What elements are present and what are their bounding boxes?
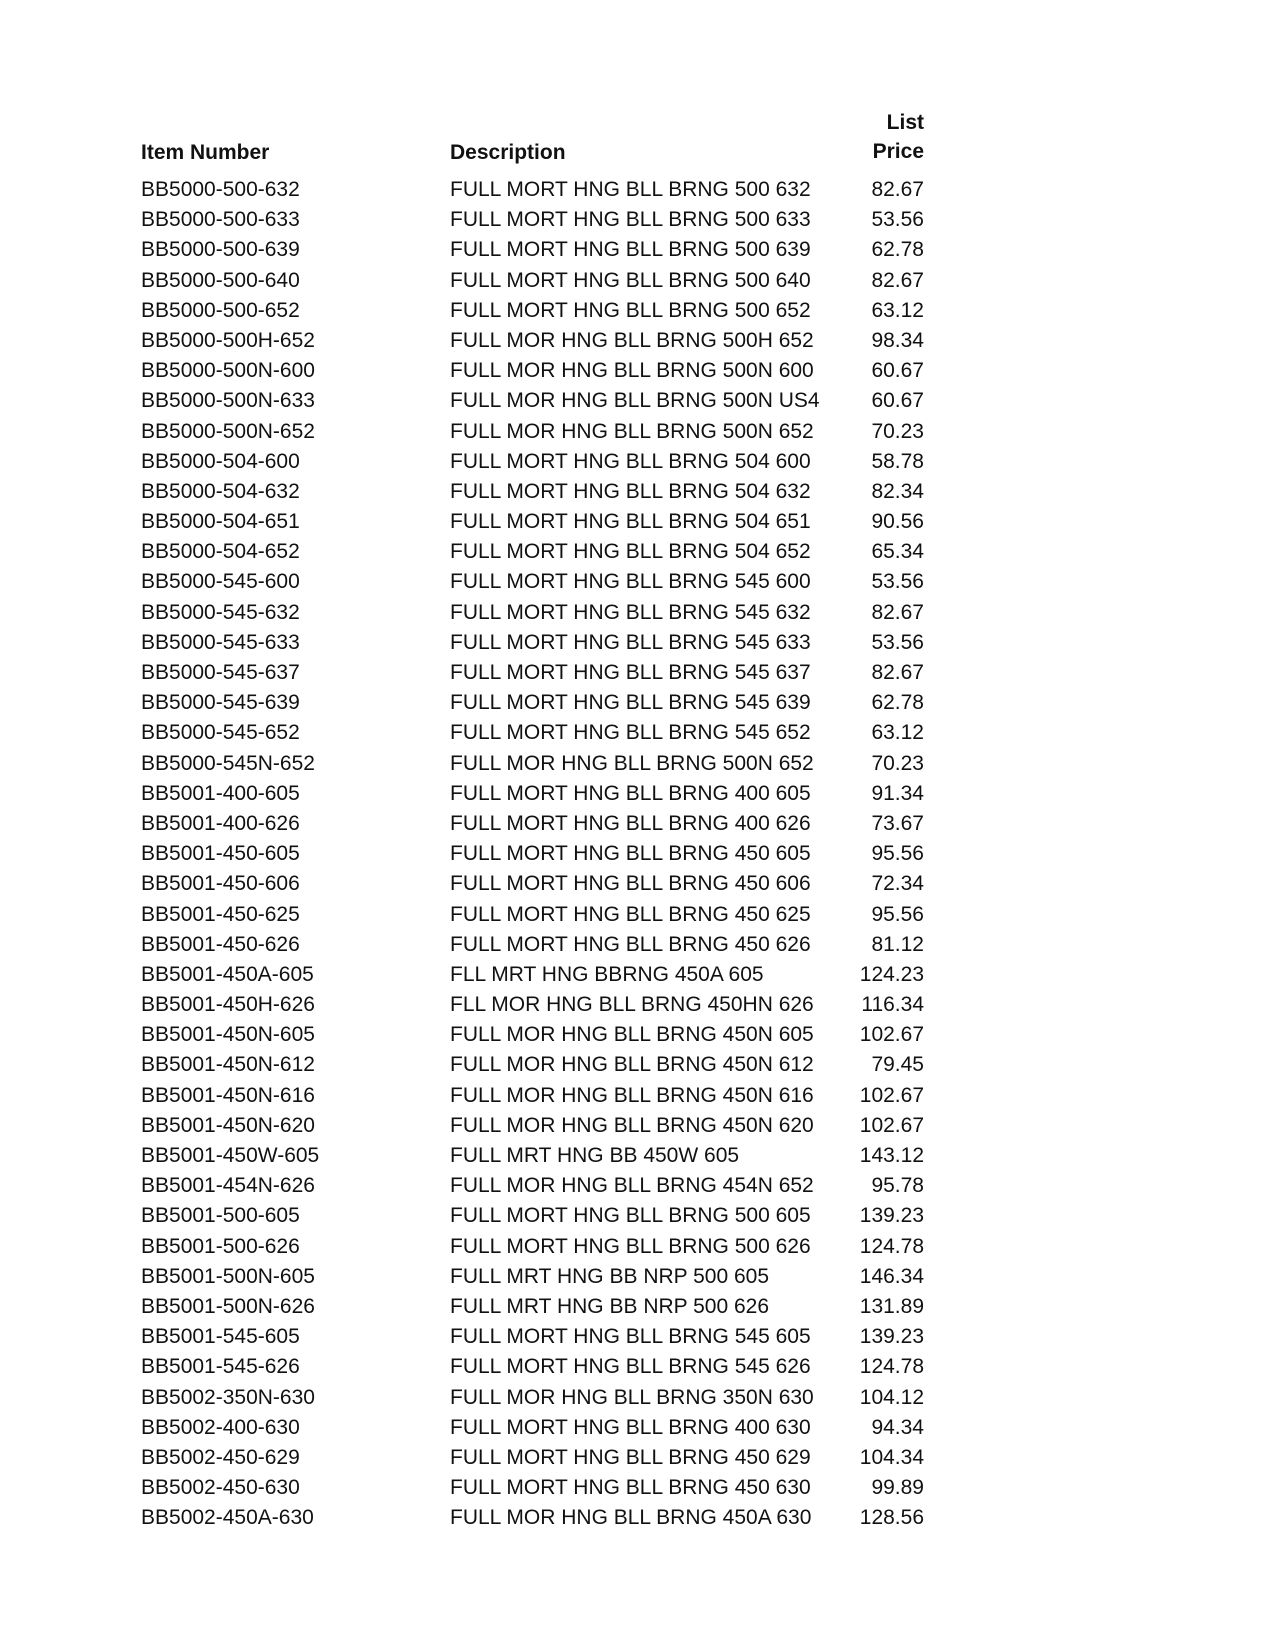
item-number-cell: BB5000-504-632: [141, 479, 300, 503]
description-cell: FULL MORT HNG BLL BRNG 545 605: [450, 1325, 811, 1349]
list-price-cell: 82.67: [871, 178, 924, 201]
table-row: [0, 1413, 1275, 1443]
header-list-price-line2: Price: [872, 140, 924, 163]
list-price-cell: 102.67: [859, 1023, 924, 1047]
table-row: [0, 1322, 1275, 1352]
item-number-cell: BB5001-450-626: [141, 932, 300, 956]
list-price-cell: 63.12: [871, 721, 924, 745]
list-price-cell: 82.67: [871, 600, 924, 624]
table-row: [0, 1141, 1275, 1171]
table-row: [0, 930, 1275, 960]
table-row: [0, 205, 1275, 235]
item-number-cell: BB5000-500-632: [141, 178, 300, 201]
description-cell: FULL MORT HNG BLL BRNG 450 605: [450, 842, 811, 866]
table-row: [0, 537, 1275, 567]
description-cell: FULL MORT HNG BLL BRNG 545 637: [450, 661, 811, 684]
list-price-cell: 98.34: [871, 328, 924, 352]
description-cell: FULL MORT HNG BLL BRNG 400 605: [450, 781, 811, 805]
table-row: [0, 749, 1275, 779]
description-cell: FULL MOR HNG BLL BRNG 454N 652: [450, 1174, 814, 1198]
table-row: [0, 296, 1275, 326]
item-number-cell: BB5000-545-633: [141, 630, 300, 654]
list-price-cell: 95.78: [871, 1174, 924, 1198]
table-row: [0, 809, 1275, 839]
table-row: [0, 900, 1275, 930]
item-number-cell: BB5001-454N-626: [141, 1174, 315, 1198]
description-cell: FULL MOR HNG BLL BRNG 450A 630: [450, 1506, 812, 1530]
item-number-cell: BB5001-500-626: [141, 1234, 300, 1258]
description-cell: FULL MOR HNG BLL BRNG 450N 612: [450, 1053, 814, 1077]
table-row: [0, 447, 1275, 477]
table-row: [0, 507, 1275, 537]
list-price-cell: 82.67: [871, 661, 924, 684]
table-row: [0, 386, 1275, 416]
table-row: [0, 1352, 1275, 1382]
description-cell: FULL MRT HNG BB NRP 500 605: [450, 1264, 770, 1288]
table-row: [0, 960, 1275, 990]
item-number-cell: BB5001-400-605: [141, 781, 300, 805]
list-price-cell: 73.67: [871, 811, 924, 835]
table-row: [0, 658, 1275, 688]
description-cell: FULL MORT HNG BLL BRNG 400 630: [450, 1415, 811, 1439]
list-price-cell: 95.56: [871, 902, 924, 926]
description-cell: FULL MORT HNG BLL BRNG 545 600: [450, 570, 811, 594]
table-row: [0, 598, 1275, 628]
item-number-cell: BB5001-450H-626: [141, 993, 315, 1017]
list-price-cell: 82.67: [871, 268, 924, 292]
table-row: [0, 688, 1275, 718]
item-number-cell: BB5000-545-652: [141, 721, 300, 745]
list-price-cell: 143.12: [859, 1144, 924, 1167]
item-number-cell: BB5001-450-605: [141, 842, 300, 866]
description-cell: FULL MORT HNG BLL BRNG 504 651: [450, 510, 811, 534]
list-price-cell: 65.34: [871, 540, 924, 564]
list-price-cell: 60.67: [871, 359, 924, 383]
item-number-cell: BB5001-450N-620: [141, 1113, 315, 1137]
description-cell: FULL MORT HNG BLL BRNG 545 633: [450, 630, 811, 654]
description-cell: FULL MORT HNG BLL BRNG 545 652: [450, 721, 811, 745]
item-number-cell: BB5000-545-600: [141, 570, 300, 594]
description-cell: FULL MORT HNG BLL BRNG 450 626: [450, 932, 811, 956]
description-cell: FULL MORT HNG BLL BRNG 500 640: [450, 268, 811, 292]
list-price-cell: 124.78: [859, 1234, 924, 1258]
table-row: [0, 1081, 1275, 1111]
list-price-cell: 53.56: [871, 570, 924, 594]
description-cell: FULL MOR HNG BLL BRNG 500N 652: [450, 751, 814, 775]
item-number-cell: BB5001-400-626: [141, 811, 300, 835]
item-number-cell: BB5000-500N-652: [141, 419, 315, 443]
description-cell: FULL MRT HNG BB 450W 605: [450, 1144, 740, 1167]
list-price-cell: 70.23: [871, 419, 924, 443]
list-price-cell: 104.34: [859, 1445, 924, 1469]
table-row: [0, 718, 1275, 748]
item-number-cell: BB5000-545-632: [141, 600, 300, 624]
item-number-cell: BB5001-450N-616: [141, 1083, 315, 1107]
description-cell: FULL MRT HNG BB NRP 500 626: [450, 1294, 770, 1318]
description-cell: FULL MORT HNG BLL BRNG 500 626: [450, 1234, 811, 1258]
description-cell: FULL MOR HNG BLL BRNG 500N 652: [450, 419, 814, 443]
description-cell: FULL MORT HNG BLL BRNG 500 639: [450, 238, 811, 262]
list-price-cell: 128.56: [859, 1506, 924, 1530]
table-row: [0, 779, 1275, 809]
list-price-cell: 82.34: [871, 479, 924, 503]
price-table-body: [0, 175, 1275, 1533]
item-number-cell: BB5000-504-652: [141, 540, 300, 564]
table-row: [0, 839, 1275, 869]
description-cell: FULL MOR HNG BLL BRNG 450N 605: [450, 1023, 814, 1047]
table-row: [0, 869, 1275, 899]
description-cell: FULL MORT HNG BLL BRNG 450 629: [450, 1445, 811, 1469]
table-row: [0, 417, 1275, 447]
description-cell: FULL MORT HNG BLL BRNG 500 632: [450, 178, 811, 201]
description-cell: FULL MORT HNG BLL BRNG 450 630: [450, 1476, 811, 1500]
list-price-cell: 90.56: [871, 510, 924, 534]
item-number-cell: BB5000-500-652: [141, 298, 300, 322]
item-number-cell: BB5000-500-640: [141, 268, 300, 292]
description-cell: FLL MOR HNG BLL BRNG 450HN 626: [450, 993, 814, 1017]
item-number-cell: BB5000-545N-652: [141, 751, 315, 775]
table-row: [0, 567, 1275, 597]
list-price-cell: 70.23: [871, 751, 924, 775]
item-number-cell: BB5000-504-600: [141, 449, 300, 473]
item-number-cell: BB5000-545-639: [141, 691, 300, 715]
list-price-cell: 139.23: [859, 1325, 924, 1349]
table-row: [0, 1111, 1275, 1141]
item-number-cell: BB5002-400-630: [141, 1415, 300, 1439]
item-number-cell: BB5002-450-629: [141, 1445, 300, 1469]
list-price-cell: 104.12: [859, 1385, 924, 1409]
list-price-cell: 116.34: [861, 993, 924, 1017]
item-number-cell: BB5001-450N-612: [141, 1053, 315, 1077]
table-row: [0, 1473, 1275, 1503]
description-cell: FULL MORT HNG BLL BRNG 545 639: [450, 691, 811, 715]
description-cell: FULL MORT HNG BLL BRNG 400 626: [450, 811, 811, 835]
description-cell: FULL MORT HNG BLL BRNG 500 652: [450, 298, 811, 322]
list-price-cell: 124.23: [859, 962, 924, 986]
description-cell: FULL MOR HNG BLL BRNG 500N US4: [450, 389, 820, 413]
item-number-cell: BB5001-450W-605: [141, 1144, 320, 1167]
list-price-cell: 94.34: [871, 1415, 924, 1439]
item-number-cell: BB5001-500-605: [141, 1204, 300, 1228]
list-price-cell: 139.23: [859, 1204, 924, 1228]
item-number-cell: BB5001-500N-626: [141, 1294, 315, 1318]
table-row: [0, 235, 1275, 265]
table-row: [0, 1262, 1275, 1292]
description-cell: FULL MORT HNG BLL BRNG 500 605: [450, 1204, 811, 1228]
list-price-cell: 102.67: [859, 1083, 924, 1107]
header-list-price: [804, 108, 924, 166]
list-price-cell: 102.67: [859, 1113, 924, 1137]
item-number-cell: BB5000-500N-600: [141, 359, 315, 383]
description-cell: FULL MOR HNG BLL BRNG 500H 652: [450, 328, 814, 352]
item-number-cell: BB5001-450A-605: [141, 962, 314, 986]
item-number-cell: BB5001-450-625: [141, 902, 300, 926]
item-number-cell: BB5001-545-605: [141, 1325, 300, 1349]
table-row: [0, 1443, 1275, 1473]
item-number-cell: BB5000-504-651: [141, 510, 300, 534]
item-number-cell: BB5002-450-630: [141, 1476, 300, 1500]
description-cell: FULL MORT HNG BLL BRNG 545 632: [450, 600, 811, 624]
list-price-cell: 63.12: [871, 298, 924, 322]
item-number-cell: BB5000-500-639: [141, 238, 300, 262]
table-row: [0, 1020, 1275, 1050]
table-row: [0, 175, 1275, 205]
list-price-cell: 91.34: [871, 781, 924, 805]
description-cell: FULL MORT HNG BLL BRNG 504 652: [450, 540, 811, 564]
table-row: [0, 266, 1275, 296]
table-row: [0, 1383, 1275, 1413]
table-row: [0, 477, 1275, 507]
item-number-cell: BB5000-500H-652: [141, 328, 315, 352]
item-number-cell: BB5000-545-637: [141, 661, 300, 684]
description-cell: FULL MOR HNG BLL BRNG 450N 616: [450, 1083, 814, 1107]
list-price-cell: 81.12: [871, 932, 924, 956]
description-cell: FULL MOR HNG BLL BRNG 450N 620: [450, 1113, 814, 1137]
description-cell: FULL MORT HNG BLL BRNG 504 632: [450, 479, 811, 503]
table-row: [0, 1201, 1275, 1231]
list-price-cell: 58.78: [871, 449, 924, 473]
table-row: [0, 1292, 1275, 1322]
item-number-cell: BB5001-450N-605: [141, 1023, 315, 1047]
table-row: [0, 628, 1275, 658]
list-price-cell: 146.34: [859, 1264, 924, 1288]
list-price-cell: 124.78: [859, 1355, 924, 1379]
item-number-cell: BB5001-545-626: [141, 1355, 300, 1379]
description-cell: FULL MOR HNG BLL BRNG 350N 630: [450, 1385, 814, 1409]
table-row: [0, 1232, 1275, 1262]
header-item-number: Item Number: [141, 141, 270, 164]
item-number-cell: BB5000-500-633: [141, 208, 300, 232]
item-number-cell: BB5001-450-606: [141, 872, 300, 896]
list-price-cell: 99.89: [871, 1476, 924, 1500]
list-price-cell: 62.78: [871, 238, 924, 262]
description-cell: FLL MRT HNG BBRNG 450A 605: [450, 962, 764, 986]
item-number-cell: BB5002-450A-630: [141, 1506, 314, 1530]
table-row: [0, 326, 1275, 356]
description-cell: FULL MOR HNG BLL BRNG 500N 600: [450, 359, 814, 383]
header-description: Description: [450, 141, 566, 164]
header-list-price-line1: List: [886, 111, 924, 134]
list-price-cell: 95.56: [871, 842, 924, 866]
table-row: [0, 1503, 1275, 1533]
list-price-cell: 131.89: [859, 1294, 924, 1318]
description-cell: FULL MORT HNG BLL BRNG 545 626: [450, 1355, 811, 1379]
table-row: [0, 990, 1275, 1020]
list-price-cell: 53.56: [871, 208, 924, 232]
list-price-cell: 72.34: [871, 872, 924, 896]
item-number-cell: BB5000-500N-633: [141, 389, 315, 413]
list-price-cell: 62.78: [871, 691, 924, 715]
item-number-cell: BB5001-500N-605: [141, 1264, 315, 1288]
table-row: [0, 1050, 1275, 1080]
table-header: [0, 108, 1275, 166]
list-price-cell: 79.45: [871, 1053, 924, 1077]
list-price-cell: 53.56: [871, 630, 924, 654]
description-cell: FULL MORT HNG BLL BRNG 504 600: [450, 449, 811, 473]
table-row: [0, 1171, 1275, 1201]
item-number-cell: BB5002-350N-630: [141, 1385, 315, 1409]
list-price-cell: 60.67: [871, 389, 924, 413]
table-row: [0, 356, 1275, 386]
description-cell: FULL MORT HNG BLL BRNG 500 633: [450, 208, 811, 232]
description-cell: FULL MORT HNG BLL BRNG 450 606: [450, 872, 811, 896]
description-cell: FULL MORT HNG BLL BRNG 450 625: [450, 902, 811, 926]
